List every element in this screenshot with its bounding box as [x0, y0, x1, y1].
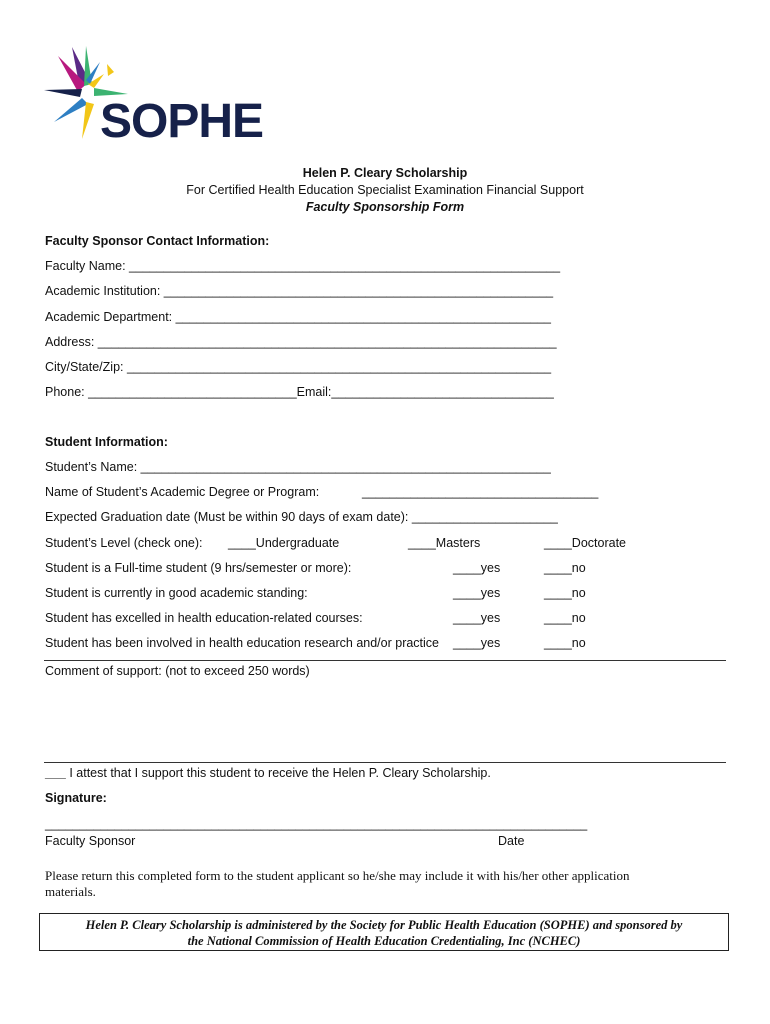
academic-department-field[interactable]: Academic Department: ______________________________________________________: [45, 310, 552, 324]
student-heading: Student Information:: [45, 435, 168, 449]
footer-box: [39, 913, 729, 951]
degree-field[interactable]: __________________________________: [362, 485, 599, 499]
attest-line: [45, 766, 491, 780]
form-subtitle: For Certified Health Education Specialist Examination Financial Support: [186, 183, 584, 197]
signature-label: Signature:: [45, 791, 107, 805]
faculty-sponsor-caption: Faculty Sponsor: [45, 834, 136, 848]
fulltime-question: Student is a Full-time student (9 hrs/semester or more):: [45, 561, 352, 575]
fulltime-yes-option[interactable]: ____yes: [453, 561, 501, 575]
standing-question: Student is currently in good academic standing:: [45, 586, 308, 600]
level-masters-option[interactable]: ____Masters: [408, 536, 481, 550]
form-name: Faculty Sponsorship Form: [305, 200, 465, 214]
standing-yes-option[interactable]: ____yes: [453, 586, 501, 600]
signature-line[interactable]: ______________________________________________________________________________: [45, 817, 588, 831]
faculty-name-field[interactable]: Faculty Name: ______________________________________________________________: [45, 259, 561, 273]
attest-checkbox[interactable]: ___: [45, 766, 66, 780]
logo-wordmark: SOPHE: [100, 95, 264, 148]
level-doctorate-option[interactable]: ____Doctorate: [544, 536, 627, 550]
courses-no-option[interactable]: ____no: [544, 611, 586, 625]
research-question: Student has been involved in health education research and/or practice: [45, 636, 440, 650]
date-caption: Date: [498, 834, 525, 848]
courses-question: Student has excelled in health education-related courses:: [45, 611, 363, 625]
footer-line1: Helen P. Cleary Scholarship is administered by the Society for Public Health Education (SOPHE) and sponsored by: [85, 918, 683, 932]
standing-no-option[interactable]: ____no: [544, 586, 586, 600]
research-no-option[interactable]: ____no: [544, 636, 586, 650]
address-field[interactable]: Address: __________________________________________________________________: [45, 335, 557, 349]
divider-top: [44, 660, 726, 661]
comment-area[interactable]: [44, 682, 726, 760]
courses-yes-option[interactable]: ____yes: [453, 611, 501, 625]
comment-label: Comment of support: (not to exceed 250 words): [45, 664, 310, 678]
city-state-zip-field[interactable]: City/State/Zip: _____________________________________________________________: [45, 360, 552, 374]
faculty-heading: Faculty Sponsor Contact Information:: [45, 234, 270, 248]
return-note-line1: Please return this completed form to the student applicant so he/she may include it with his/her other application: [45, 868, 630, 883]
student-level-label: Student’s Level (check one):: [45, 536, 203, 550]
graduation-date-field[interactable]: Expected Graduation date (Must be within 90 days of exam date): _____________________: [45, 510, 558, 524]
footer-line2: the National Commission of Health Education Credentialing, Inc (NCHEC): [187, 934, 581, 948]
form-title: Helen P. Cleary Scholarship: [302, 166, 468, 180]
student-name-field[interactable]: Student’s Name: ___________________________________________________________: [45, 460, 551, 474]
attest-text: I attest that I support this student to receive the Helen P. Cleary Scholarship.: [65, 766, 491, 780]
return-note-line2: materials.: [45, 884, 96, 899]
divider-bottom: [44, 762, 726, 763]
sophe-logo: [42, 44, 268, 152]
academic-institution-field[interactable]: Academic Institution: ________________________________________________________: [45, 284, 554, 298]
research-yes-option[interactable]: ____yes: [453, 636, 501, 650]
level-undergraduate-option[interactable]: ____Undergraduate: [228, 536, 340, 550]
phone-email-field[interactable]: Phone: ______________________________Email:________________________________: [45, 385, 554, 399]
fulltime-no-option[interactable]: ____no: [544, 561, 586, 575]
degree-label: Name of Student’s Academic Degree or Program:: [45, 485, 320, 499]
